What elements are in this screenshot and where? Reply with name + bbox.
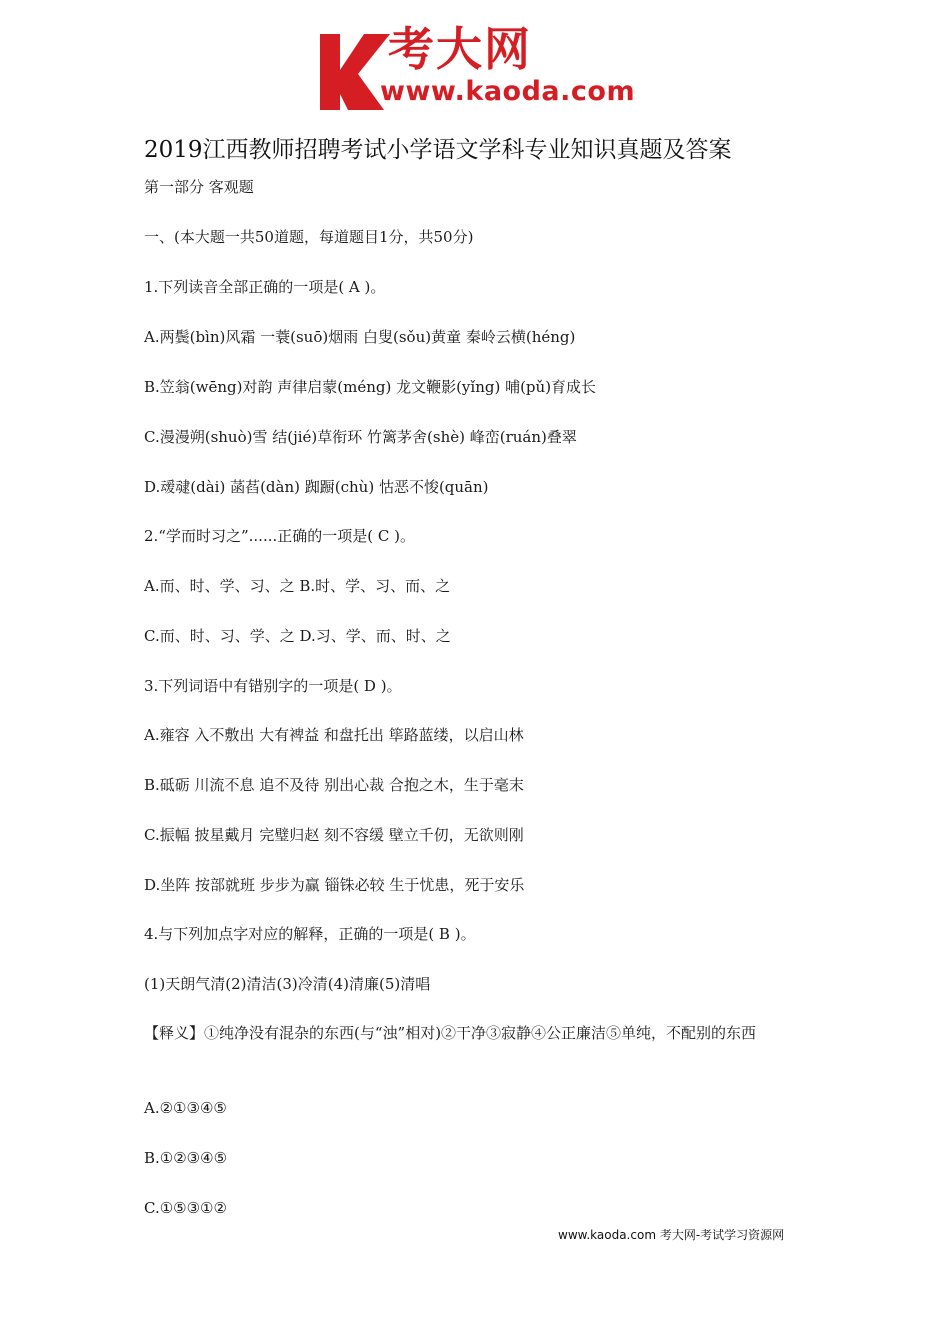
logo	[318, 22, 640, 114]
document-title: 2019江西教师招聘考试小学语文学科专业知识真题及答案	[144, 137, 732, 163]
logo-url-text: www.kaoda.com	[380, 76, 636, 107]
option-line: B.砥砺 川流不息 追不及待 别出心裁 合抱之木，生于毫末	[144, 776, 524, 794]
question-context-line: (1)天朗气清(2)清洁(3)冷清(4)清廉(5)清唱	[144, 975, 431, 993]
option-line: B.笠翁(wēng)对韵 声律启蒙(méng) 龙文鞭影(yǐng) 哺(pǔ)育成长	[144, 378, 597, 396]
answer-option: A.②①③④⑤	[144, 1099, 227, 1117]
option-line: D.坐阵 按部就班 步步为赢 锱铢必较 生于忧患，死于安乐	[144, 876, 525, 894]
logo-brand-text: 考大网	[388, 22, 532, 76]
question-line: 3.下列词语中有错别字的一项是( D )。	[144, 677, 402, 695]
section-heading: 第一部分 客观题	[144, 178, 254, 196]
footer-source: www.kaoda.com 考大网-考试学习资源网	[558, 1228, 785, 1242]
option-line: A.两鬓(bìn)风霜 一蓑(suō)烟雨 白叟(sǒu)黄童 秦岭云横(héng)	[144, 328, 576, 346]
option-line: C.而、时、习、学、之 D.习、学、而、时、之	[144, 627, 451, 645]
question-line: 4.与下列加点字对应的解释，正确的一项是( B )。	[144, 925, 476, 943]
option-line: D.叆叇(dài) 菡萏(dàn) 踟蹰(chù) 怙恶不悛(quān)	[144, 478, 489, 496]
answer-option: B.①②③④⑤	[144, 1149, 228, 1167]
answer-option: C.①⑤③①②	[144, 1199, 227, 1217]
option-line: A.雍容 入不敷出 大有裨益 和盘托出 筚路蓝缕，以启山林	[144, 726, 524, 744]
instruction-line: 一、(本大题一共50道题，每道题目1分，共50分)	[144, 228, 474, 246]
question-line: 1.下列读音全部正确的一项是( A )。	[144, 278, 386, 296]
option-line: C.振幅 披星戴月 完璧归赵 刻不容缓 壁立千仞，无欲则刚	[144, 826, 524, 844]
option-line: C.漫漫朔(shuò)雪 结(jié)草衔环 竹篱茅舍(shè) 峰峦(ruán)叠翠	[144, 428, 577, 446]
option-line: A.而、时、学、习、之 B.时、学、习、而、之	[144, 577, 451, 595]
explanation-text: 【释义】①纯净没有混杂的东西(与“浊”相对)②干净③寂静④公正廉洁⑤单纯，不配别的东西	[144, 1024, 757, 1042]
question-line: 2.“学而时习之”......正确的一项是( C )。	[144, 527, 415, 545]
